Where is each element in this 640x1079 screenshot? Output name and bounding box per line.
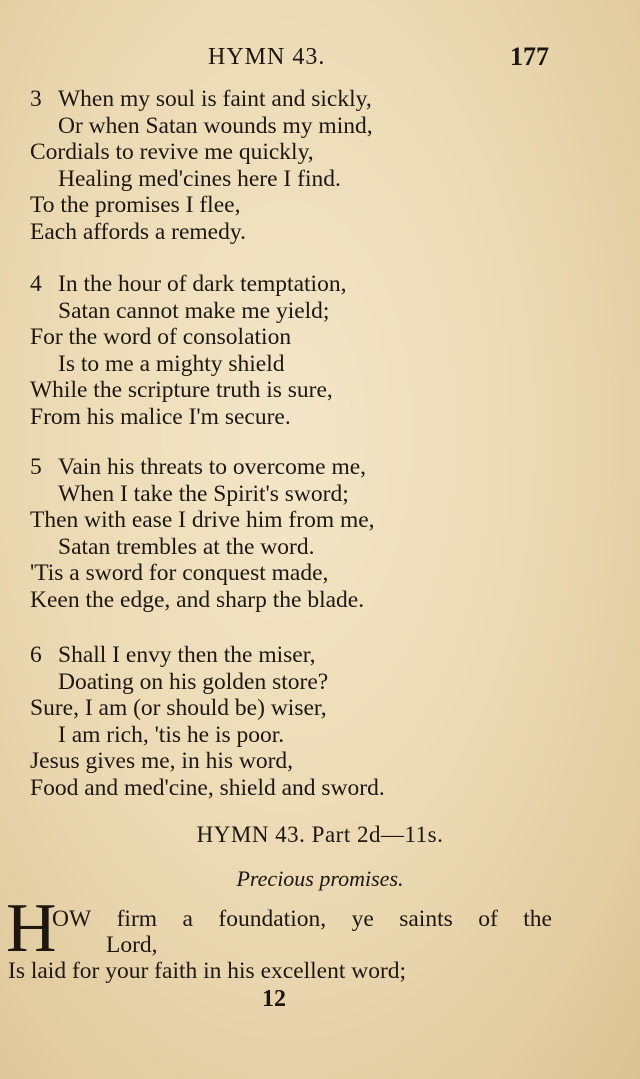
drop-cap: H bbox=[6, 890, 57, 967]
stanza-3 bbox=[30, 86, 610, 245]
stanza-line: While the scripture truth is sure, bbox=[30, 377, 333, 403]
stanza-line: Keen the edge, and sharp the blade. bbox=[30, 586, 365, 613]
stanza-line: Satan cannot make me yield; bbox=[58, 297, 330, 324]
stanza-number: 4 bbox=[30, 271, 42, 297]
page-number: 177 bbox=[510, 42, 549, 71]
word: saints bbox=[399, 906, 453, 932]
stanza-line: Healing med'cines here I find. bbox=[58, 165, 341, 192]
word: OW bbox=[52, 906, 92, 932]
running-title: HYMN 43. bbox=[208, 44, 326, 70]
first-line bbox=[52, 906, 552, 932]
stanza-line: From his malice I'm secure. bbox=[30, 403, 291, 430]
word: ye bbox=[351, 906, 374, 932]
stanza-line: Doating on his golden store? bbox=[58, 668, 329, 695]
word: the bbox=[523, 906, 552, 932]
stanza-line: 'Tis a sword for conquest made, bbox=[30, 560, 329, 586]
word: of bbox=[478, 906, 498, 932]
stanza-line: For the word of consolation bbox=[30, 324, 292, 350]
stanza-line: To the promises I flee, bbox=[30, 192, 241, 218]
stanza-number: 5 bbox=[30, 454, 42, 480]
stanza-number: 3 bbox=[30, 86, 42, 112]
stanza-line: Each affords a remedy. bbox=[30, 218, 246, 245]
stanza-line: Satan trembles at the word. bbox=[58, 533, 315, 560]
stanza-line: When I take the Spirit's sword; bbox=[58, 480, 349, 507]
stanza-line: 3 When my soul is faint and sickly, bbox=[30, 86, 372, 112]
stanza-line: Or when Satan wounds my mind, bbox=[58, 112, 373, 139]
next-hymn-title: HYMN 43. Part 2d—11s. bbox=[196, 822, 444, 847]
stanza-line: Is to me a mighty shield bbox=[58, 350, 285, 377]
stanza-5 bbox=[30, 454, 610, 613]
second-line: Lord, bbox=[106, 932, 158, 958]
stanza-line: Jesus gives me, in his word, bbox=[30, 748, 294, 774]
stanza-line: 5 Vain his threats to overcome me, bbox=[30, 454, 367, 480]
next-hymn-subtitle: Precious promises. bbox=[236, 866, 404, 891]
stanza-line: 6 Shall I envy then the miser, bbox=[30, 642, 316, 668]
word: firm bbox=[116, 906, 158, 932]
stanza-line: Food and med'cine, shield and sword. bbox=[30, 774, 385, 801]
stanza-line: Then with ease I drive him from me, bbox=[30, 507, 375, 533]
stanza-4 bbox=[30, 271, 610, 430]
third-line: Is laid for your faith in his excellent word; bbox=[8, 958, 407, 984]
stanza-line: 4 In the hour of dark temptation, bbox=[30, 271, 347, 297]
stanza-line: I am rich, 'tis he is poor. bbox=[58, 721, 285, 748]
stanza-line: Cordials to revive me quickly, bbox=[30, 139, 314, 165]
word: foundation, bbox=[218, 906, 327, 932]
signature-mark: 12 bbox=[262, 986, 286, 1012]
page-header bbox=[0, 44, 640, 76]
stanza-line: Sure, I am (or should be) wiser, bbox=[30, 695, 327, 721]
stanza-6 bbox=[30, 642, 610, 801]
stanza-number: 6 bbox=[30, 642, 42, 668]
word: a bbox=[182, 906, 193, 932]
